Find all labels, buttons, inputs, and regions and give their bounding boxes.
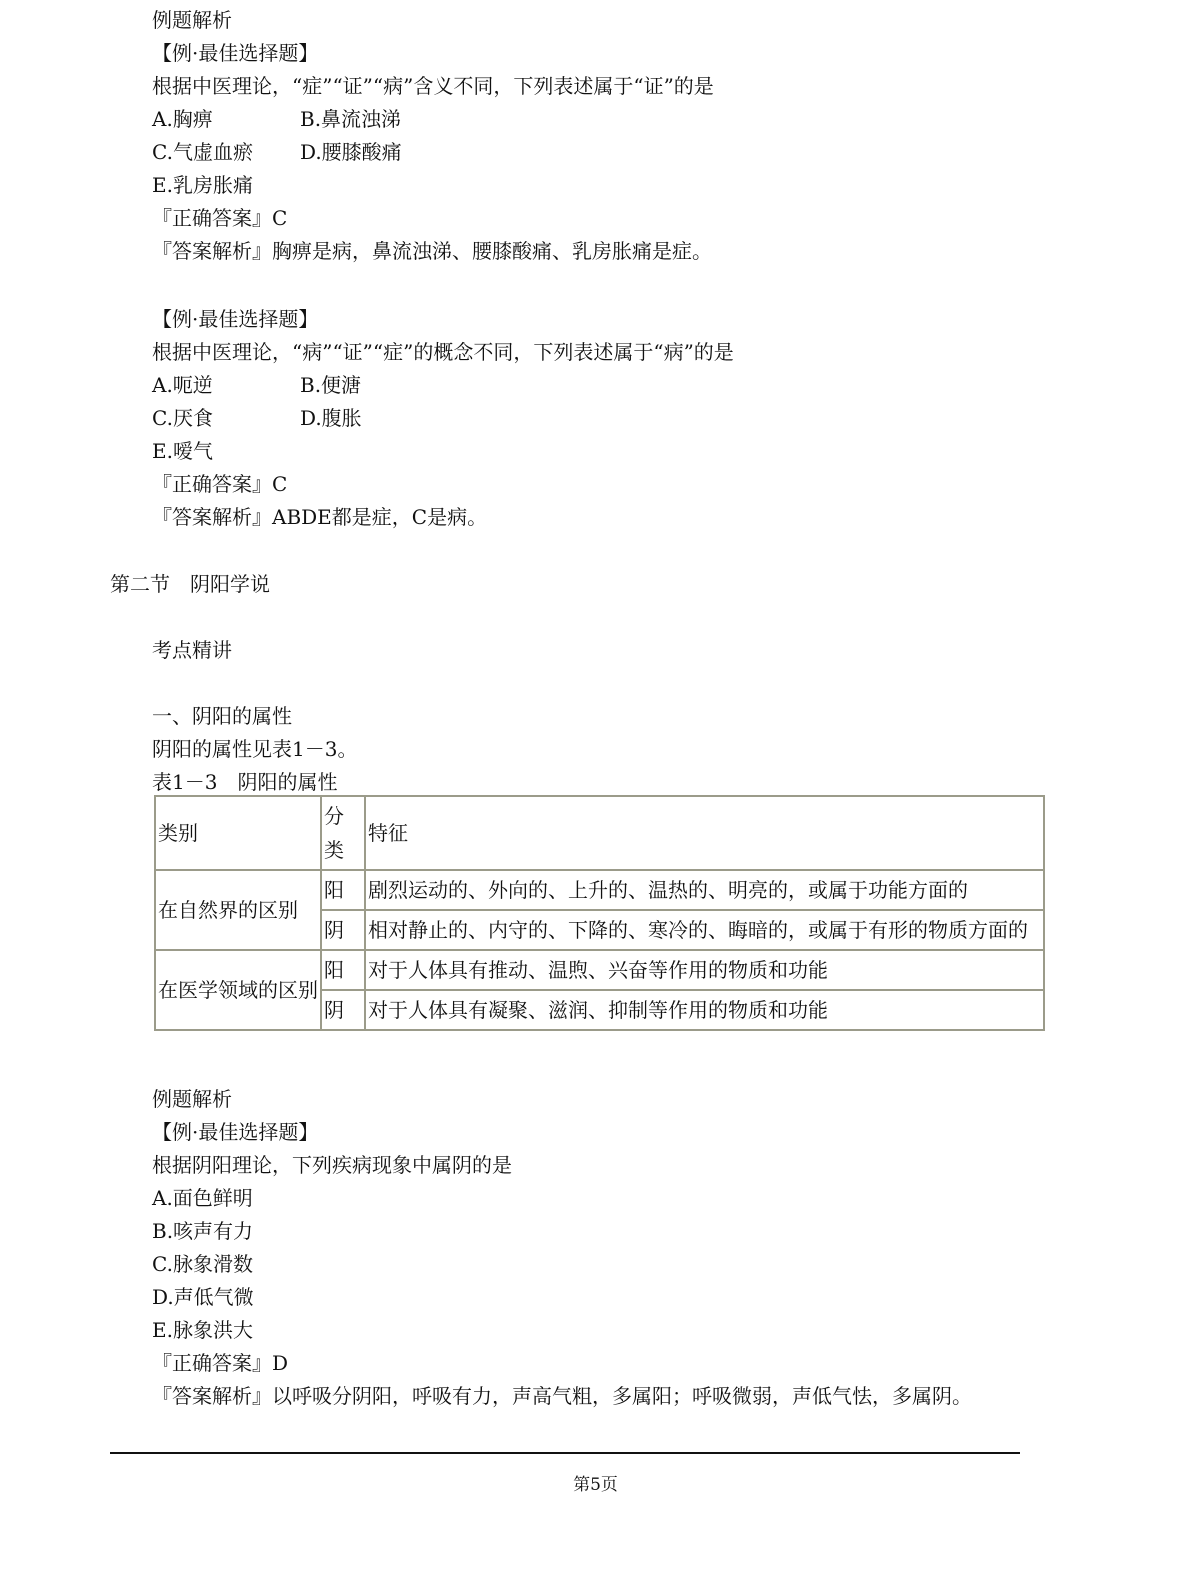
table-row bbox=[155, 950, 1044, 990]
table-row bbox=[155, 870, 1044, 910]
option-a: A.胸痹 bbox=[152, 107, 213, 131]
question-stem: 根据阴阳理论，下列疾病现象中属阴的是 bbox=[152, 1153, 512, 1177]
section-subtitle: 考点精讲 bbox=[152, 638, 232, 662]
header-feature: 特征 bbox=[365, 796, 1044, 870]
question-type: 【例·最佳选择题】 bbox=[152, 1120, 319, 1144]
table-caption: 表1－3 阴阳的属性 bbox=[152, 770, 338, 794]
table-header-row bbox=[155, 796, 1044, 870]
option-e: E.乳房胀痛 bbox=[152, 173, 253, 197]
question-type: 【例·最佳选择题】 bbox=[152, 307, 319, 331]
option-a: A.面色鲜明 bbox=[152, 1186, 253, 1210]
feature-cell: 对于人体具有推动、温煦、兴奋等作用的物质和功能 bbox=[365, 950, 1044, 990]
group-medicine: 在医学领域的区别 bbox=[155, 950, 321, 1030]
option-d: D.腰膝酸痛 bbox=[300, 140, 402, 164]
answer-analysis: 『答案解析』胸痹是病，鼻流浊涕、腰膝酸痛、乳房胀痛是症。 bbox=[152, 239, 712, 263]
feature-cell: 相对静止的、内守的、下降的、寒冷的、晦暗的，或属于有形的物质方面的 bbox=[365, 910, 1044, 950]
question-stem: 根据中医理论，“病”“证”“症”的概念不同，下列表述属于“病”的是 bbox=[152, 340, 734, 364]
option-d: D.腹胀 bbox=[300, 406, 362, 430]
option-b: B.鼻流浊涕 bbox=[300, 107, 402, 131]
page-number: 第5页 bbox=[573, 1475, 618, 1495]
feature-cell: 剧烈运动的、外向的、上升的、温热的、明亮的，或属于功能方面的 bbox=[365, 870, 1044, 910]
option-a: A.呃逆 bbox=[152, 373, 213, 397]
class-cell: 阴 bbox=[321, 990, 365, 1030]
header-category: 类别 bbox=[155, 796, 321, 870]
class-cell: 阳 bbox=[321, 870, 365, 910]
option-row bbox=[152, 406, 362, 430]
section-label: 例题解析 bbox=[152, 8, 232, 32]
class-cell: 阴 bbox=[321, 910, 365, 950]
correct-answer: 『正确答案』C bbox=[152, 206, 288, 230]
feature-cell: 对于人体具有凝聚、滋润、抑制等作用的物质和功能 bbox=[365, 990, 1044, 1030]
answer-analysis: 『答案解析』ABDE都是症，C是病。 bbox=[152, 505, 488, 529]
answer-analysis: 『答案解析』以呼吸分阴阳，呼吸有力，声高气粗，多属阳；呼吸微弱，声低气怯，多属阴。 bbox=[152, 1384, 972, 1408]
section-title: 第二节 阴阳学说 bbox=[110, 572, 270, 596]
option-e: E.嗳气 bbox=[152, 439, 213, 463]
option-row bbox=[152, 107, 401, 131]
question-stem: 根据中医理论，“症”“证”“病”含义不同，下列表述属于“证”的是 bbox=[152, 74, 714, 98]
header-class: 分类 bbox=[321, 796, 365, 870]
class-cell: 阳 bbox=[321, 950, 365, 990]
section-heading: 一、阴阳的属性 bbox=[152, 704, 292, 728]
section-intro: 阴阳的属性见表1－3。 bbox=[152, 737, 358, 761]
option-c: C.气虚血瘀 bbox=[152, 140, 253, 164]
option-b: B.咳声有力 bbox=[152, 1219, 254, 1243]
question-type: 【例·最佳选择题】 bbox=[152, 41, 319, 65]
correct-answer: 『正确答案』D bbox=[152, 1351, 289, 1375]
option-row bbox=[152, 373, 361, 397]
option-c: C.脉象滑数 bbox=[152, 1252, 253, 1276]
option-c: C.厌食 bbox=[152, 406, 213, 430]
yin-yang-attribute-table bbox=[154, 795, 1045, 1031]
option-b: B.便溏 bbox=[300, 373, 362, 397]
option-row bbox=[152, 140, 402, 164]
option-d: D.声低气微 bbox=[152, 1285, 254, 1309]
correct-answer: 『正确答案』C bbox=[152, 472, 288, 496]
group-nature: 在自然界的区别 bbox=[155, 870, 321, 950]
footer-divider bbox=[110, 1452, 1020, 1454]
option-e: E.脉象洪大 bbox=[152, 1318, 253, 1342]
section-label: 例题解析 bbox=[152, 1087, 232, 1111]
